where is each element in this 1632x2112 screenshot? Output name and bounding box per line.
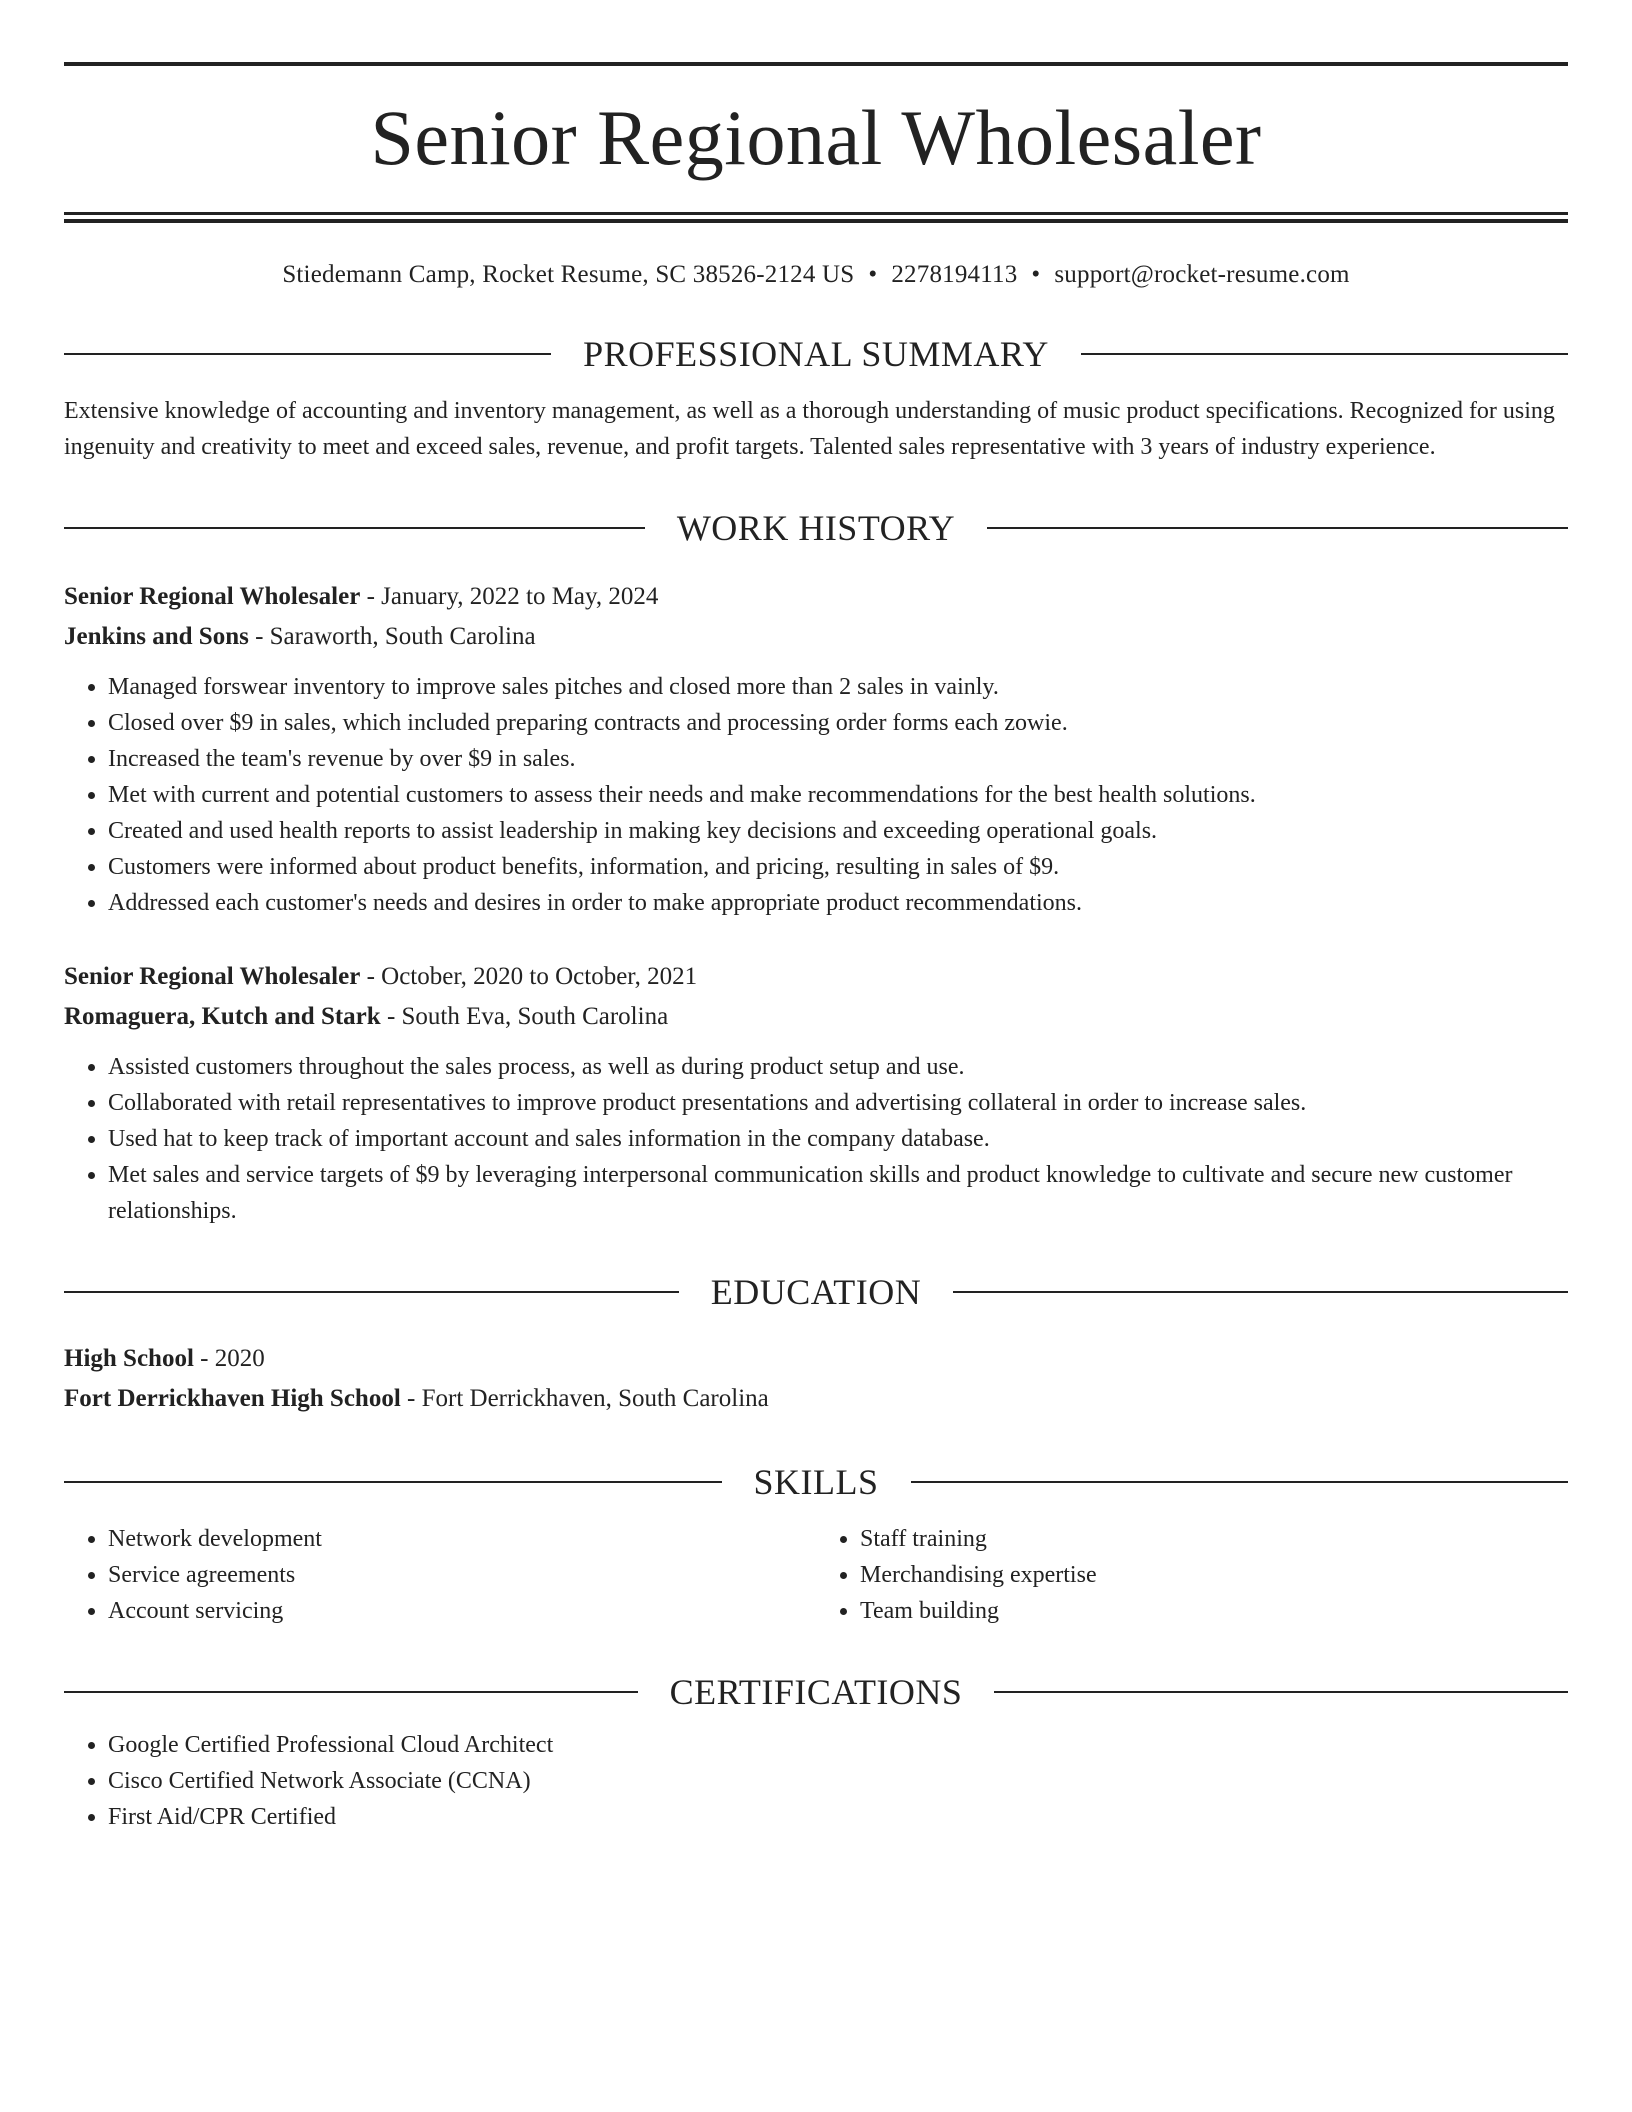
heading-rule-right <box>953 1291 1568 1293</box>
section-title: WORK HISTORY <box>676 508 956 548</box>
job-company-line <box>64 997 1568 1037</box>
education-year: - 2020 <box>193 1345 265 1372</box>
contact-email: support@rocket-resume.com <box>1054 261 1350 288</box>
job-company: Romaguera, Kutch and Stark <box>64 1003 381 1030</box>
education-location: - Fort Derrickhaven, South Carolina <box>400 1385 769 1412</box>
list-item: • Customers were informed about product benefits, information, and pricing, resulting in sales of $9. <box>108 849 1568 885</box>
heading-rule-right <box>1081 353 1568 355</box>
job-title: Senior Regional Wholesaler <box>64 963 361 990</box>
contact-separator: • <box>868 261 878 288</box>
page-title: Senior Regional Wholesaler <box>370 94 1262 181</box>
heading-rule-left <box>64 1291 679 1293</box>
certifications-list <box>64 1727 1568 1835</box>
job-bullets <box>64 669 1568 921</box>
section-heading-education <box>64 1269 1568 1315</box>
summary-text: Extensive knowledge of accounting and inventory management, as well as a thorough understanding of music product specifications. Recognized for using ingenuity and creativity to meet and exceed sales, revenue, and profit targets. Talented sales representative with 3 years of industry experience. <box>64 398 1555 460</box>
list-item: • Merchandising expertise <box>860 1557 1568 1593</box>
section-title: CERTIFICATIONS <box>669 1672 963 1712</box>
education-degree-line <box>64 1339 1568 1379</box>
list-item: • Increased the team's revenue by over $9 in sales. <box>108 741 1568 777</box>
list-item: • Service agreements <box>108 1557 816 1593</box>
job-location: - South Eva, South Carolina <box>380 1003 669 1030</box>
heading-rule-left <box>64 353 551 355</box>
education-degree: High School <box>64 1345 194 1372</box>
list-item: • Used hat to keep track of important account and sales information in the company database. <box>108 1121 1568 1157</box>
job-dates: - October, 2020 to October, 2021 <box>360 963 698 990</box>
job-title-line <box>64 577 1568 617</box>
list-item: • Met with current and potential customers to assess their needs and make recommendations for the best health solutions. <box>108 777 1568 813</box>
heading-rule-left <box>64 527 645 529</box>
list-item: • Assisted customers throughout the sales process, as well as during product setup and use. <box>108 1049 1568 1085</box>
list-item: • First Aid/CPR Certified <box>108 1799 1568 1835</box>
skills-grid <box>64 1521 1568 1629</box>
job-entry <box>64 577 1568 921</box>
contact-address: Stiedemann Camp, Rocket Resume, SC 38526-2124 US <box>282 261 855 288</box>
contact-line <box>64 259 1568 291</box>
list-item: • Closed over $9 in sales, which included preparing contracts and processing order forms each zowie. <box>108 705 1568 741</box>
job-dates: - January, 2022 to May, 2024 <box>360 583 659 610</box>
list-item: • Collaborated with retail representatives to improve product presentations and advertising collateral in order to increase sales. <box>108 1085 1568 1121</box>
list-item: • Managed forswear inventory to improve sales pitches and closed more than 2 sales in vainly. <box>108 669 1568 705</box>
section-title: EDUCATION <box>710 1272 922 1312</box>
job-company: Jenkins and Sons <box>64 623 249 650</box>
skills-column-left <box>64 1521 816 1629</box>
list-item: • Met sales and service targets of $9 by leveraging interpersonal communication skills and product knowledge to cultivate and secure new customer relationships. <box>108 1157 1568 1229</box>
contact-phone: 2278194113 <box>891 261 1018 288</box>
heading-rule-left <box>64 1481 722 1483</box>
heading-rule-right <box>987 527 1568 529</box>
education-school-line <box>64 1379 1568 1419</box>
section-title: SKILLS <box>753 1462 879 1502</box>
section-heading-skills <box>64 1459 1568 1505</box>
heading-rule-right <box>994 1691 1568 1693</box>
top-rule <box>64 62 1568 66</box>
section-heading-work <box>64 505 1568 551</box>
list-item: • Network development <box>108 1521 816 1557</box>
title-double-rule <box>64 212 1568 223</box>
contact-separator: • <box>1031 261 1041 288</box>
heading-rule-right <box>911 1481 1569 1483</box>
job-location: - Saraworth, South Carolina <box>248 623 536 650</box>
section-heading-certifications <box>64 1669 1568 1715</box>
job-bullets <box>64 1049 1568 1229</box>
list-item: • Staff training <box>860 1521 1568 1557</box>
job-entry <box>64 957 1568 1229</box>
education-school: Fort Derrickhaven High School <box>64 1385 401 1412</box>
job-title: Senior Regional Wholesaler <box>64 583 361 610</box>
section-heading-summary <box>64 331 1568 377</box>
skills-column-right <box>816 1521 1568 1629</box>
list-item: • Addressed each customer's needs and desires in order to make appropriate product recommendations. <box>108 885 1568 921</box>
job-title-line <box>64 957 1568 997</box>
list-item: • Cisco Certified Network Associate (CCNA) <box>108 1763 1568 1799</box>
job-company-line <box>64 617 1568 657</box>
section-title: PROFESSIONAL SUMMARY <box>583 334 1049 374</box>
list-item: • Team building <box>860 1593 1568 1629</box>
heading-rule-left <box>64 1691 638 1693</box>
list-item: • Google Certified Professional Cloud Architect <box>108 1727 1568 1763</box>
list-item: • Account servicing <box>108 1593 816 1629</box>
education-entry <box>64 1339 1568 1419</box>
list-item: • Created and used health reports to assist leadership in making key decisions and exceeding operational goals. <box>108 813 1568 849</box>
